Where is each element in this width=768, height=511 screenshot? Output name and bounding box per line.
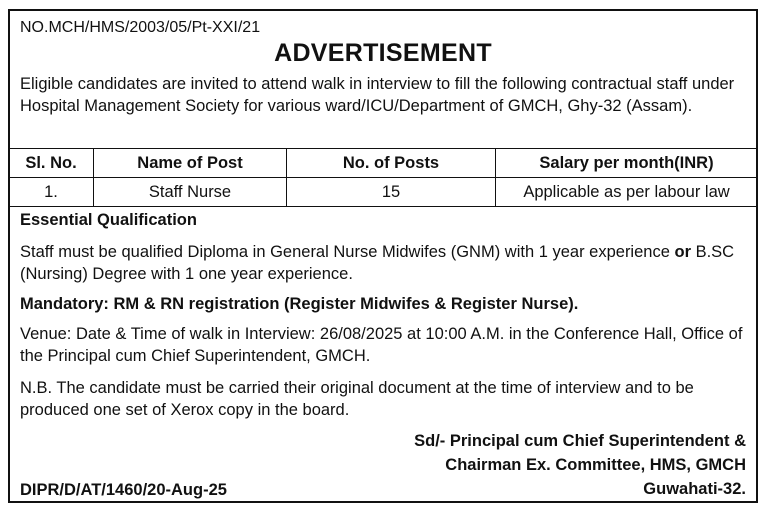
signature-block xyxy=(414,429,746,501)
mandatory-requirement: Mandatory: RM & RN registration (Register Midwifes & Register Nurse). xyxy=(20,295,579,313)
column-header-salary: Salary per month(INR) xyxy=(496,149,758,178)
qualification-text-part1: Staff must be qualified Diploma in General Nurse Midwifes (GNM) with 1 year experience xyxy=(20,243,670,261)
qualification-heading: Essential Qualification xyxy=(20,211,197,229)
table-row xyxy=(9,178,758,207)
cell-no-of-posts: 15 xyxy=(287,178,496,207)
intro-paragraph: Eligible candidates are invited to attend walk in interview to fill the following contractual staff under Hospital Management Society for various ward/ICU/Department of GMCH, Ghy-32 (Assam). xyxy=(20,75,735,115)
signature-line-2: Chairman Ex. Committee, HMS, GMCH xyxy=(445,456,746,474)
cell-sl-no: 1. xyxy=(9,178,94,207)
cell-name-of-post: Staff Nurse xyxy=(94,178,287,207)
column-header-no-of-posts: No. of Posts xyxy=(287,149,496,178)
page-title: ADVERTISEMENT xyxy=(274,39,492,67)
advertisement-box xyxy=(8,9,758,503)
posts-table xyxy=(8,148,758,207)
qualification-text-part2: B.SC (Nursing) Degree with 1 one year experience. xyxy=(20,243,735,283)
column-header-name-of-post: Name of Post xyxy=(94,149,287,178)
column-header-sl-no: Sl. No. xyxy=(9,149,94,178)
qualification-text xyxy=(20,241,748,285)
dipr-reference: DIPR/D/AT/1460/20-Aug-25 xyxy=(20,481,227,499)
table-header-row xyxy=(9,149,758,178)
venue-text: Venue: Date & Time of walk in Interview: 26/08/2025 at 10:00 A.M. in the Conference Hall, Office of the Principal cum Chief Superintendent, GMCH. xyxy=(20,325,743,365)
cell-salary: Applicable as per labour law xyxy=(496,178,758,207)
signature-line-3: Guwahati-32. xyxy=(643,480,746,498)
qualification-or: or xyxy=(674,243,691,261)
signature-line-1: Sd/- Principal cum Chief Superintendent & xyxy=(414,432,746,450)
nb-note: N.B. The candidate must be carried their original document at the time of interview and to be produced one set of Xerox copy in the board. xyxy=(20,379,694,419)
reference-number: NO.MCH/HMS/2003/05/Pt-XXI/21 xyxy=(20,19,261,36)
